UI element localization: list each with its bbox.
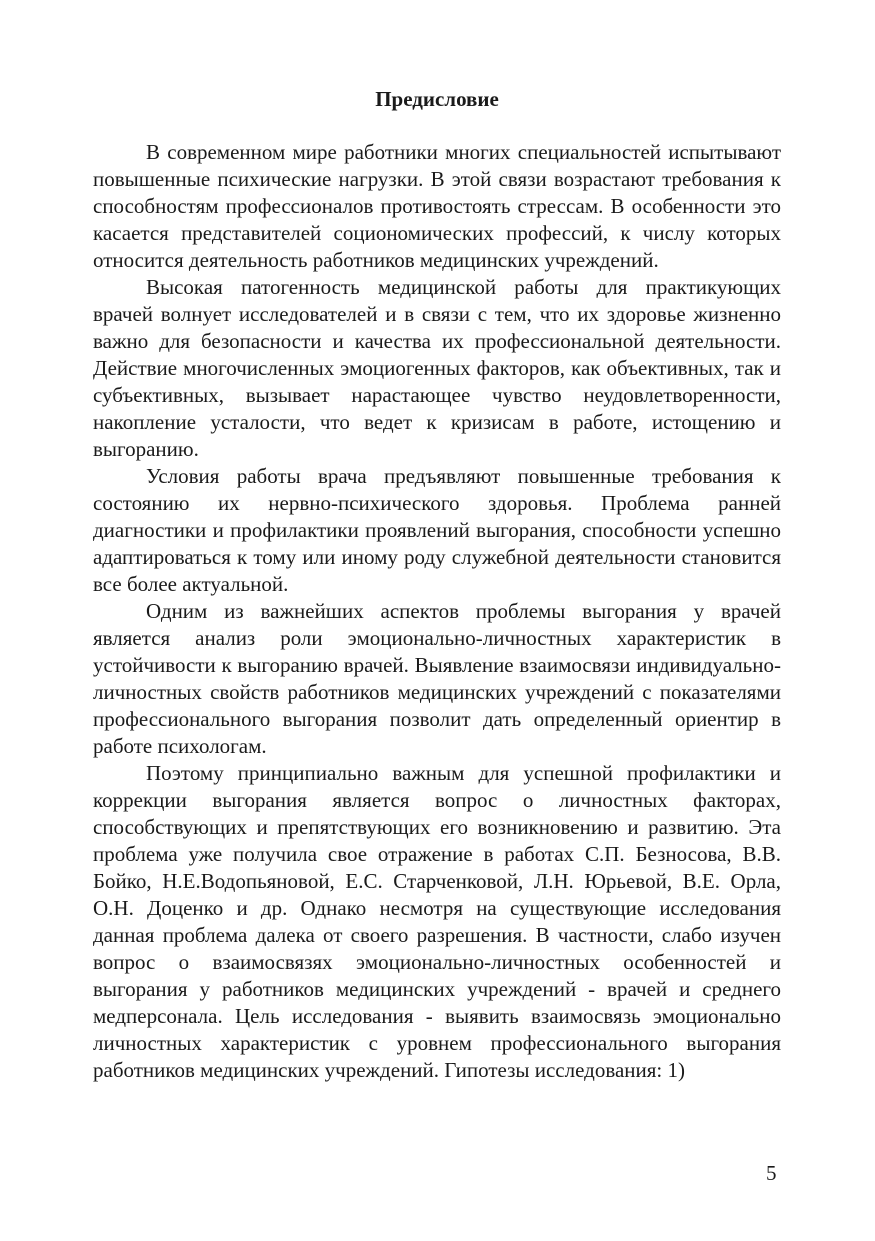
paragraph-5: Поэтому принципиально важным для успешной профилактики и коррекции выгорания является вопрос о личностных факторах, способствующих и препятствующих его возникновению и развитию. Эта проблема уже получила свое отражение в работах С.П. Безносова, В.В. Бойко, Н.Е.Водопьяновой, Е.С. Старченковой, Л.Н. Юрьевой, В.Е. Орла, О.Н. Доценко и др. Однако несмотря на существующие исследования данная проблема далека от своего разрешения. В частности, слабо изучен вопрос о взаимосвязях эмоционально-личностных особенностей и выгорания у работников медицинских учреждений - врачей и среднего медперсонала. Цель исследования - выявить взаимосвязь эмоционально личностных характеристик с уровнем профессионального выгорания работников медицинских учреждений. Гипотезы исследования: 1) <box>93 761 781 1082</box>
paragraph-2: Высокая патогенность медицинской работы для практикующих врачей волнует исследователей и в связи с тем, что их здоровье жизненно важно для безопасности и качества их профессиональной деятельности. Действие многочисленных эмоциогенных факторов, как объективных, так и субъективных, вызывает нарастающее чувство неудовлетворенности, накопление усталости, что ведет к кризисам в работе, истощению и выгоранию. <box>93 275 781 461</box>
paragraph-3: Условия работы врача предъявляют повышенные требования к состоянию их нервно-психического здоровья. Проблема ранней диагностики и профилактики проявлений выгорания, способности успешно адаптироваться к тому или иному роду служебной деятельности становится все более актуальной. <box>93 464 781 596</box>
paragraph-1: В современном мире работники многих специальностей испытывают повышенные психические нагрузки. В этой связи возрастают требования к способностям профессионалов противостоять стрессам. В особенности это касается представителей социономических профессий, к числу которых относится деятельность работников медицинских учреждений. <box>93 140 781 272</box>
page-number: 5 <box>766 1161 777 1185</box>
page-title: Предисловие <box>375 87 499 111</box>
document-page <box>93 82 781 1084</box>
paragraph-4: Одним из важнейших аспектов проблемы выгорания у врачей является анализ роли эмоционально-личностных характеристик в устойчивости к выгоранию врачей. Выявление взаимосвязи индивидуально-личностных свойств работников медицинских учреждений с показателями профессионального выгорания позволит дать определенный ориентир в работе психологам. <box>93 599 781 758</box>
